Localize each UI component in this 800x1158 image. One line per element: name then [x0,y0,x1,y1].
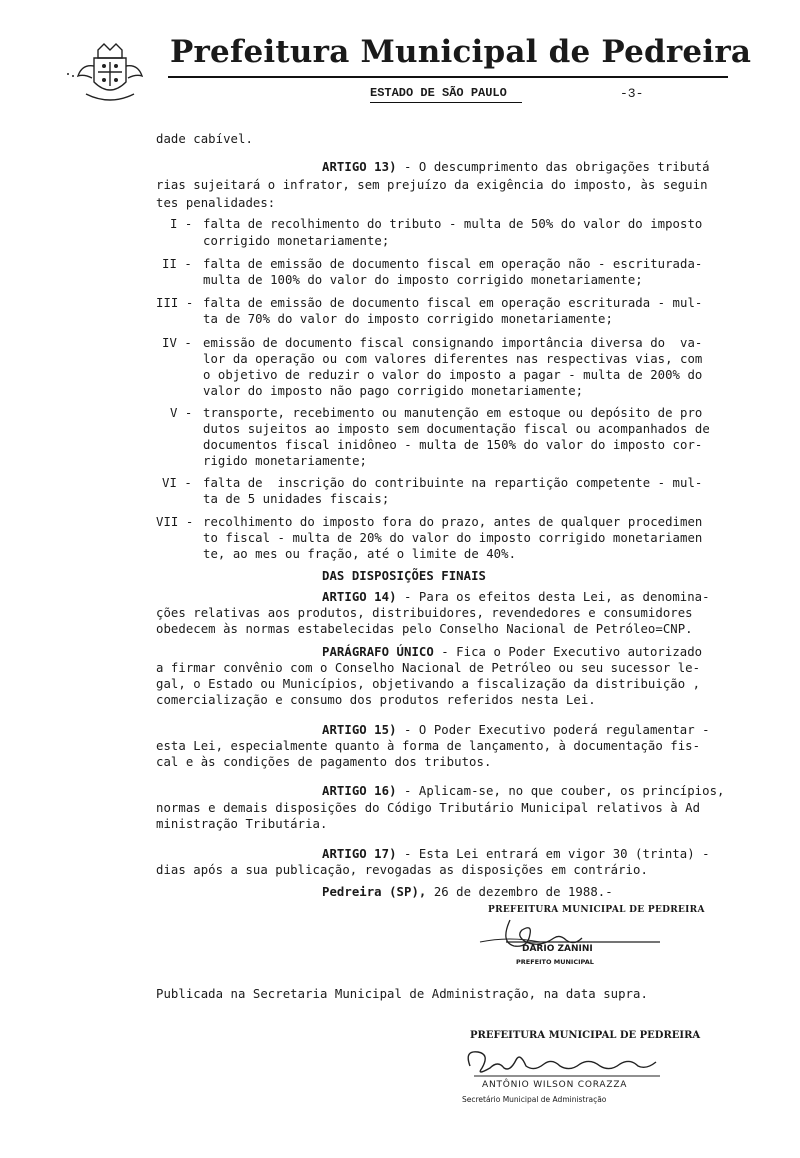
text-line: to fiscal - multa de 20% do valor do imposto corrigido monetariamen [203,531,703,545]
page-title: Prefeitura Municipal de Pedreira [170,34,752,70]
text-line: multa de 100% do valor do imposto corrigido monetariamente; [203,273,643,287]
text-line: transporte, recebimento ou manutenção em estoque ou depósito de pro [203,406,703,420]
date-line [322,884,613,900]
text-line: a firmar convênio com o Conselho Nacional de Petróleo ou seu sucessor le- [156,661,701,675]
article-heading: ARTIGO 13) [322,160,397,174]
text-line: ministração Tributária. [156,817,328,831]
state-rule [370,102,522,103]
text-line: falta de emissão de documento fiscal em operação não - escriturada- [203,257,703,271]
text-line: rigido monetariamente; [203,454,367,468]
mayor-stamp: PREFEITURA MUNICIPAL DE PEDREIRA [488,905,705,915]
text-line [322,589,710,605]
secretary-name: ANTÔNIO WILSON CORAZZA [482,1080,628,1090]
secretary-stamp: PREFEITURA MUNICIPAL DE PEDREIRA [470,1030,701,1041]
text-line: te, ao mes ou fração, até o limite de 40%. [203,547,517,561]
text-line: normas e demais disposições do Código Tributário Municipal relativos à Ad [156,801,701,815]
text-line: falta de inscrição do contribuinte na repartição competente - mul- [203,476,703,490]
article-heading: ARTIGO 16) [322,784,397,798]
text-line: lor da operação ou com valores diferentes nas respectivas vias, com [203,352,703,366]
item-numeral: I - [170,217,193,231]
article-text: - O Poder Executivo poderá regulamentar - [396,723,710,737]
text-line: tes penalidades: [156,196,276,210]
text-line: dade cabível. [156,132,253,146]
text-line: comercialização e consumo dos produtos referidos nesta Lei. [156,693,596,707]
text-line: gal, o Estado ou Municípios, objetivando a fiscalização da distribuição , [156,677,701,691]
text-line: esta Lei, especialmente quanto à forma de lançamento, à documentação fis- [156,739,701,753]
mayor-name: DARIO ZANINI [522,944,593,954]
text-line [322,159,710,175]
text-line [322,783,725,799]
mayor-title: PREFEITO MUNICIPAL [516,958,594,966]
text-line: o objetivo de reduzir o valor do imposto a pagar - multa de 200% do [203,368,703,382]
text-line: ta de 70% do valor do imposto corrigido monetariamente; [203,312,613,326]
text-line: falta de recolhimento do tributo - multa de 50% do valor do imposto [203,217,703,231]
article-heading: ARTIGO 17) [322,847,397,861]
item-numeral: V - [170,406,193,420]
secretary-signature-icon [460,1042,670,1082]
item-numeral: II - [162,257,192,271]
paragraph-text: - Fica o Poder Executivo autorizado [433,645,703,659]
item-numeral: VI - [162,476,192,490]
section-heading: DAS DISPOSIÇÕES FINAIS [322,569,486,583]
article-text: - O descumprimento das obrigações tributá [396,160,710,174]
text-line [322,846,710,862]
text-line: cal e às condições de pagamento dos tributos. [156,755,492,769]
text-line: ções relativas aos produtos, distribuidores, revendedores e consumidores [156,606,693,620]
text-line: dias após a sua publicação, revogadas as disposições em contrário. [156,863,648,877]
text-line: corrigido monetariamente; [203,234,390,248]
article-text: - Para os efeitos desta Lei, as denomina- [396,590,710,604]
article-heading: ARTIGO 15) [322,723,397,737]
municipal-crest-icon [64,36,156,108]
item-numeral: III - [156,296,194,310]
title-rule [168,76,728,78]
article-text: - Esta Lei entrará em vigor 30 (trinta) - [396,847,710,861]
article-text: - Aplicam-se, no que couber, os princípios, [396,784,725,798]
text-line: recolhimento do imposto fora do prazo, antes de qualquer procedimen [203,515,703,529]
paragraph-heading: PARÁGRAFO ÚNICO [322,645,434,659]
state-subtitle: ESTADO DE SÃO PAULO [370,86,507,100]
item-numeral: IV - [162,336,192,350]
article-heading: ARTIGO 14) [322,590,397,604]
text-line: dutos sujeitos ao imposto sem documentação fiscal ou acompanhados de [203,422,710,436]
text-line: obedecem às normas estabelecidas pelo Conselho Nacional de Petróleo=CNP. [156,622,693,636]
text-line [322,644,702,660]
text-line: valor do imposto não pago corrigido monetariamente; [203,384,584,398]
text-line: documentos fiscal inidôneo - multa de 150% do valor do imposto cor- [203,438,703,452]
text-line: falta de emissão de documento fiscal em operação escriturada - mul- [203,296,703,310]
date: 26 de dezembro de 1988.- [426,885,613,899]
item-numeral: VII - [156,515,194,529]
text-line: ta de 5 unidades fiscais; [203,492,390,506]
page-number: -3- [620,86,644,101]
text-line [322,722,710,738]
place: Pedreira (SP), [322,885,427,899]
publication-note: Publicada na Secretaria Municipal de Administração, na data supra. [156,987,648,1001]
text-line: rias sujeitará o infrator, sem prejuízo da exigência do imposto, às seguin [156,178,708,192]
secretary-title: Secretário Municipal de Administração [462,1095,607,1104]
text-line: emissão de documento fiscal consignando importância diversa do va- [203,336,703,350]
